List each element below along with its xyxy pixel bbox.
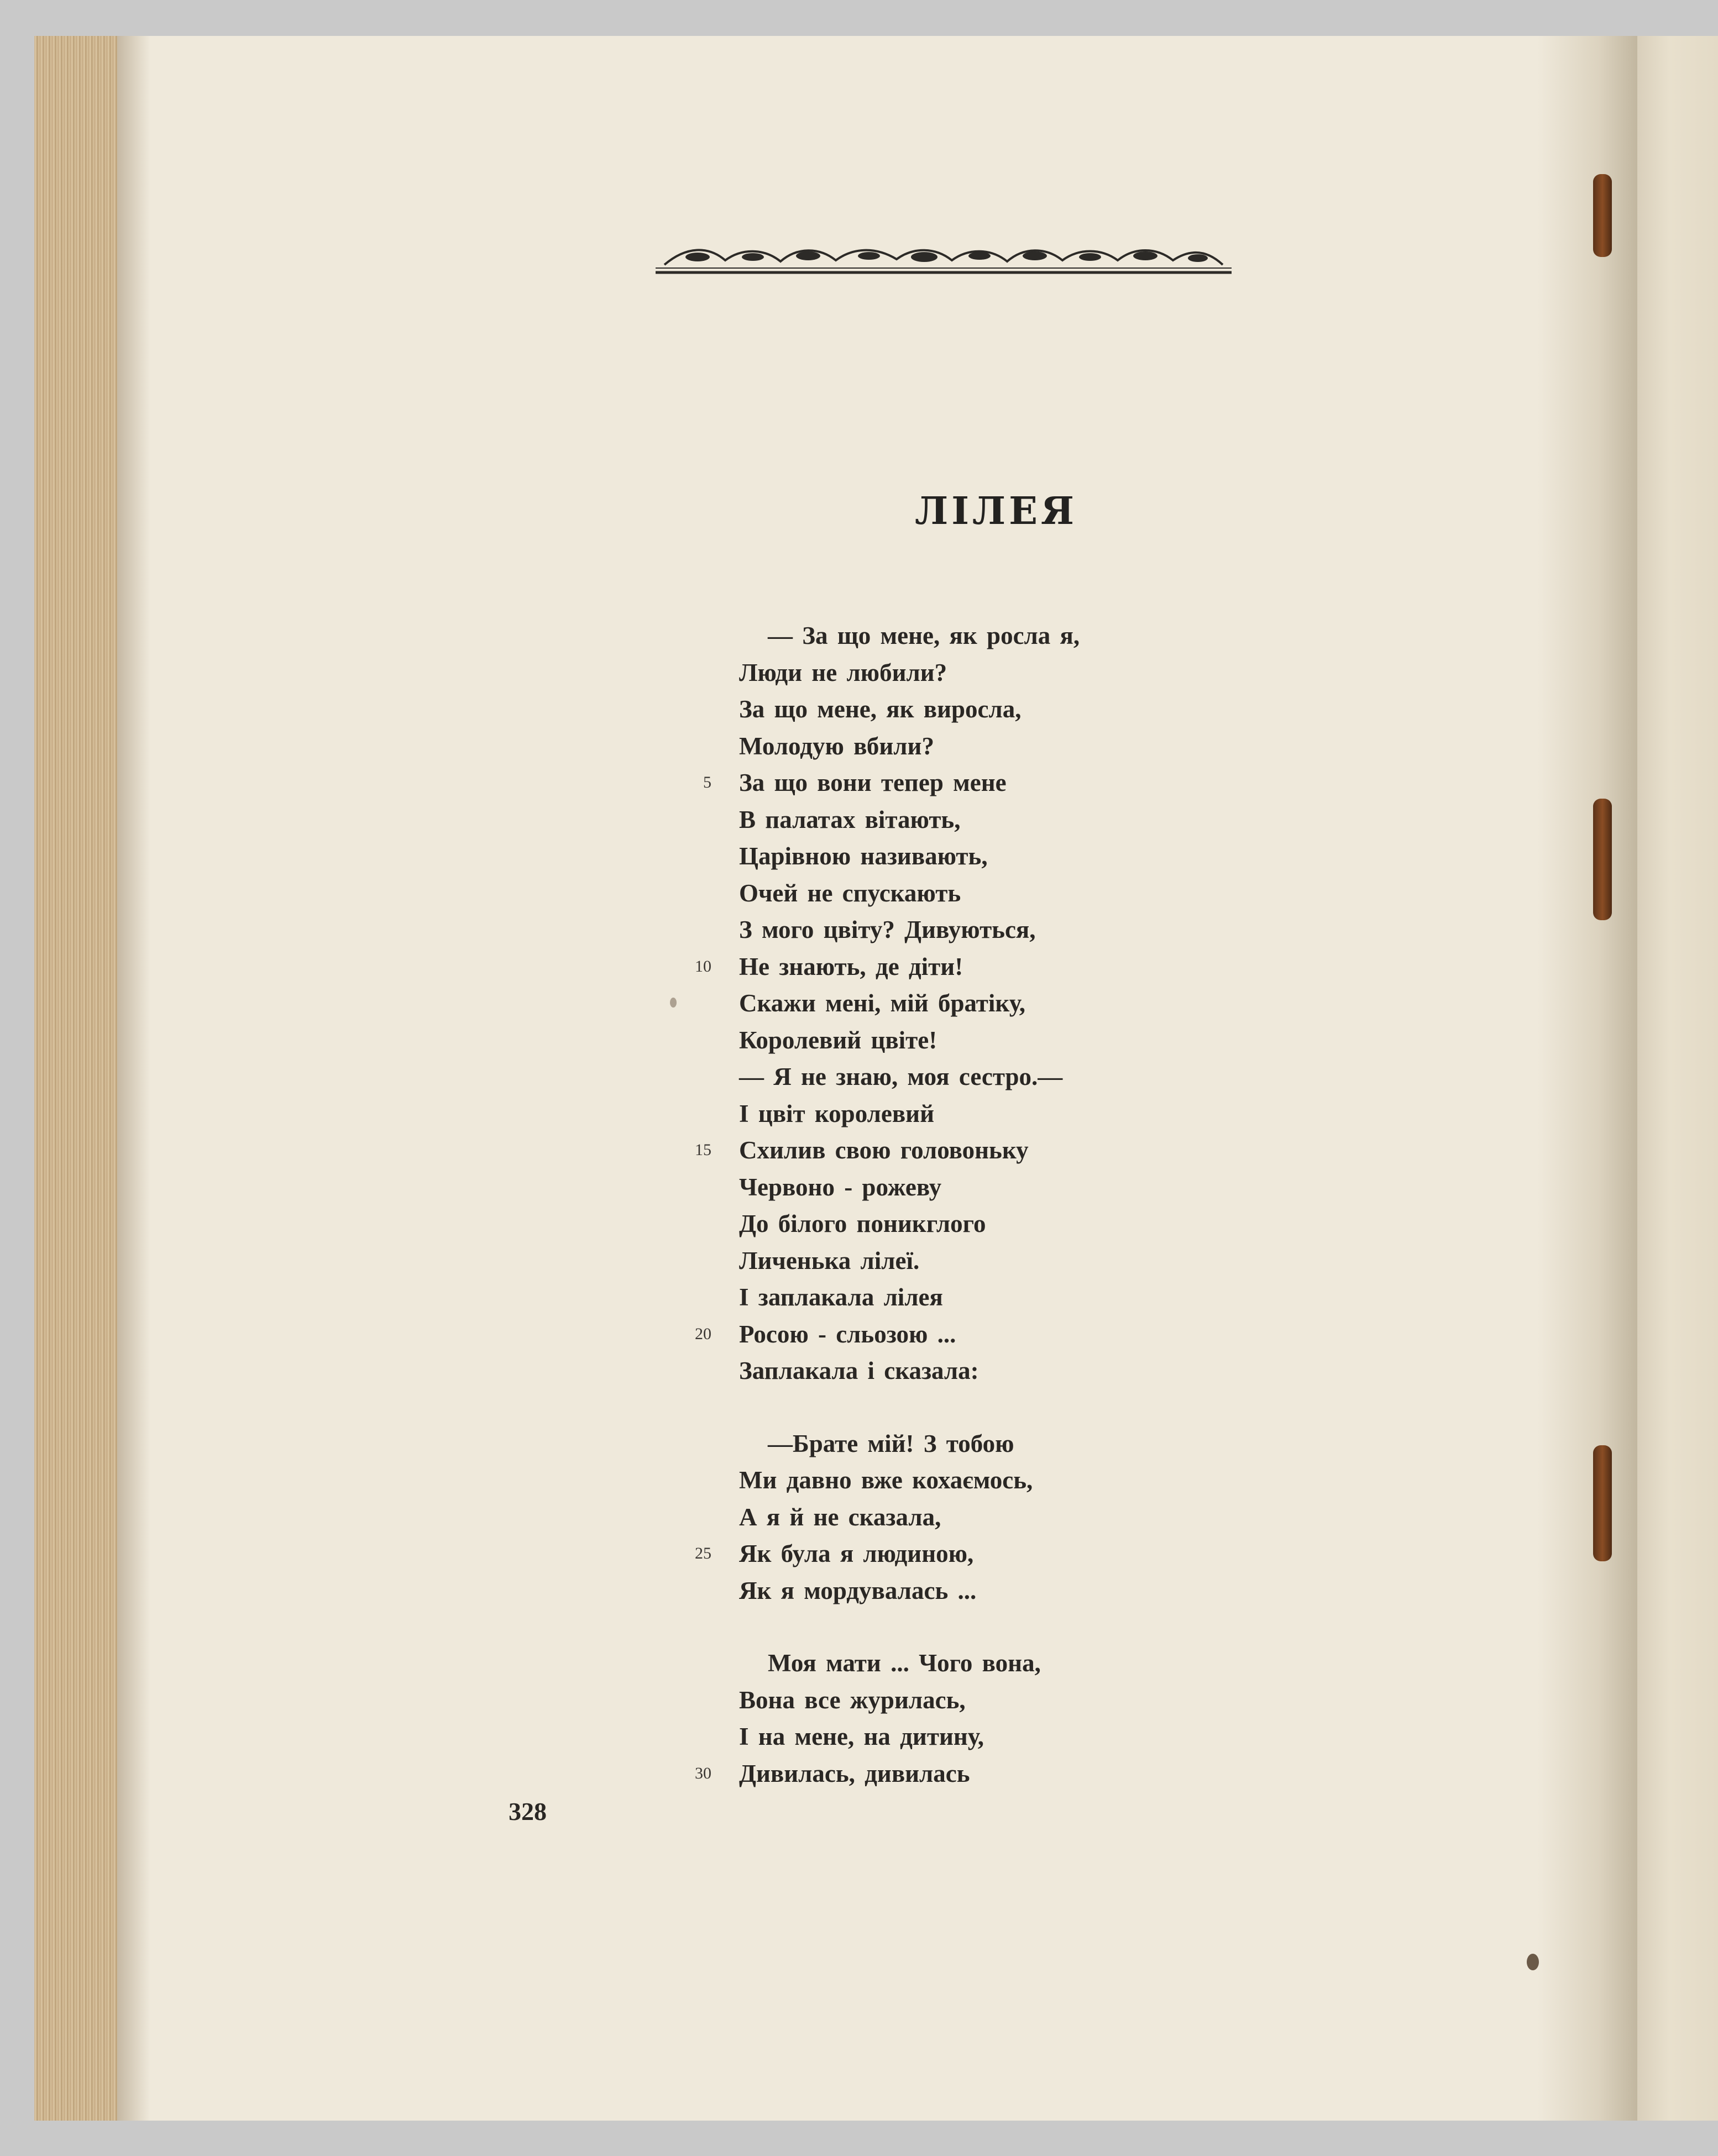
line-number: 5 xyxy=(703,773,711,791)
book-page xyxy=(34,36,1718,2121)
poem-line xyxy=(739,1205,1513,1242)
line-text: Моя мати ... Чого вона, xyxy=(768,1649,1041,1677)
poem-line xyxy=(739,1022,1513,1059)
line-number: 20 xyxy=(695,1324,711,1343)
line-text: Схилив свою головоньку xyxy=(739,1136,1029,1164)
page-block-edge xyxy=(34,36,117,2121)
binding-gutter xyxy=(1538,36,1648,2121)
poem-line xyxy=(739,728,1513,765)
line-number: 15 xyxy=(695,1141,711,1159)
rust-stain-icon xyxy=(1593,799,1612,920)
line-text: І на мене, на дитину, xyxy=(739,1723,984,1750)
poem-body xyxy=(695,617,1513,1792)
line-text: З мого цвіту? Дивуються, xyxy=(739,916,1036,943)
poem-line xyxy=(739,1425,1513,1462)
poem-line xyxy=(739,1645,1513,1682)
line-text: — За що мене, як росла я, xyxy=(768,622,1080,649)
poem-line xyxy=(739,1058,1513,1095)
poem-line xyxy=(739,838,1513,875)
line-text: І цвіт королевий xyxy=(739,1099,934,1127)
poem-line xyxy=(739,1095,1513,1132)
poem-line xyxy=(739,617,1513,654)
line-text: За що вони тепер мене xyxy=(739,769,1007,796)
line-text: Личенька лілеї. xyxy=(739,1246,920,1274)
line-text: До білого поникглого xyxy=(739,1210,986,1237)
line-text: Молодую вбили? xyxy=(739,732,934,760)
page-edge-shadow xyxy=(117,36,150,2121)
line-text: Заплакала і сказала: xyxy=(739,1357,979,1384)
line-text: Люди не любили? xyxy=(739,658,947,686)
line-number: 30 xyxy=(695,1764,711,1782)
ink-spot-icon xyxy=(1527,1954,1539,1970)
poem-line xyxy=(739,1682,1513,1719)
line-text: Царівною називають, xyxy=(739,842,988,870)
rust-stain-icon xyxy=(1593,1445,1612,1561)
line-text: Ми давно вже кохаємось, xyxy=(739,1466,1033,1494)
poem-line xyxy=(695,1316,1513,1353)
line-text: Росою - сльозою ... xyxy=(739,1320,956,1348)
line-text: В палатах вітають, xyxy=(739,805,961,833)
poem-line xyxy=(739,911,1513,948)
line-text: Очей не спускають xyxy=(739,879,961,907)
line-text: Як була я людиною, xyxy=(739,1540,974,1567)
poem-line xyxy=(739,875,1513,912)
line-text: А я й не сказала, xyxy=(739,1503,941,1531)
line-text: Вона все журилась, xyxy=(739,1686,966,1714)
poem-line xyxy=(695,1755,1513,1792)
poem-line xyxy=(739,1352,1513,1389)
facing-page-edge xyxy=(1637,36,1718,2121)
poem-line xyxy=(739,1169,1513,1206)
poem-line xyxy=(739,1279,1513,1316)
line-text: —Брате мій! З тобою xyxy=(768,1429,1014,1457)
poem-line xyxy=(739,1242,1513,1279)
poem-line xyxy=(739,1462,1513,1499)
line-text: Королевий цвіте! xyxy=(739,1026,937,1054)
poem-line xyxy=(739,654,1513,691)
poem-line xyxy=(739,1499,1513,1536)
line-text: Дивилась, дивилась xyxy=(739,1759,970,1787)
line-text: Скажи мені, мій братіку, xyxy=(739,989,1025,1017)
poem-line xyxy=(739,801,1513,838)
page-number: 328 xyxy=(509,1797,547,1825)
line-text: За що мене, як виросла, xyxy=(739,695,1022,723)
line-number: 10 xyxy=(695,957,711,975)
line-number: 25 xyxy=(695,1544,711,1562)
poem-line xyxy=(739,1572,1513,1609)
decorative-vine-ornament-icon xyxy=(653,240,1234,279)
line-text: Червоно - рожеву xyxy=(739,1173,942,1201)
poem-line xyxy=(695,1132,1513,1169)
poem-line xyxy=(739,1718,1513,1755)
rust-stain-icon xyxy=(1593,174,1612,257)
poem-line xyxy=(695,1535,1513,1572)
ink-spot-icon xyxy=(670,998,677,1008)
poem-line xyxy=(739,691,1513,728)
line-text: І заплакала лілея xyxy=(739,1283,943,1311)
line-text: — Я не знаю, моя сестро.— xyxy=(739,1063,1063,1090)
poem-line xyxy=(695,948,1513,985)
poem-title: ЛІЛЕЯ xyxy=(915,489,1077,533)
line-text: Як я мордувалась ... xyxy=(739,1576,977,1604)
line-text: Не знають, де діти! xyxy=(739,952,963,980)
poem-line xyxy=(703,764,1513,801)
poem-line xyxy=(739,985,1513,1022)
